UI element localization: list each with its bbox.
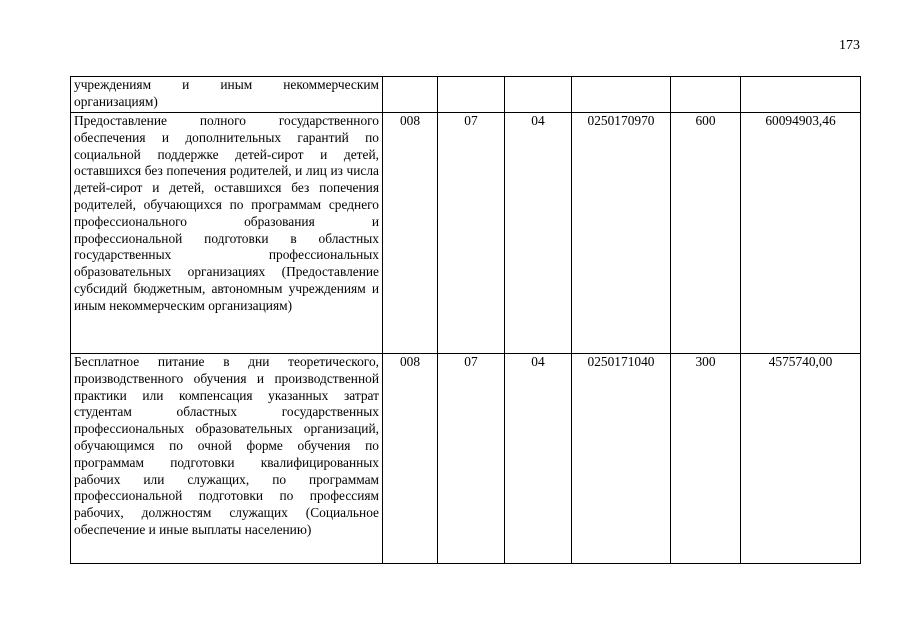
section-code-cell bbox=[438, 77, 505, 113]
expense-type-cell bbox=[671, 77, 741, 113]
page-number: 173 bbox=[839, 38, 860, 53]
section-code-cell: 07 bbox=[438, 354, 505, 564]
amount-cell: 4575740,00 bbox=[741, 354, 861, 564]
ministry-code-cell: 008 bbox=[383, 354, 438, 564]
section-code-cell: 07 bbox=[438, 113, 505, 354]
table-row bbox=[71, 77, 861, 113]
subsection-code-cell bbox=[505, 77, 572, 113]
table-row bbox=[71, 354, 861, 564]
subsection-code-cell: 04 bbox=[505, 113, 572, 354]
table-row bbox=[71, 113, 861, 354]
amount-cell bbox=[741, 77, 861, 113]
ministry-code-cell bbox=[383, 77, 438, 113]
budget-table bbox=[70, 76, 861, 564]
ministry-code-cell: 008 bbox=[383, 113, 438, 354]
row-description: Бесплатное питание в дни теоретического, производственного обучения и производственной практики или компенсация указанных затрат студентам областных государственных профессиональных образовательных организаций, обучающимся по очной форме обучения по программам подготовки квалифицированных рабочих или служащих, по программам профессиональной подготовки по профессиям рабочих, должностям служащих (Социальное обеспечение и иные выплаты населению) bbox=[71, 354, 383, 564]
subsection-code-cell: 04 bbox=[505, 354, 572, 564]
expense-type-cell: 600 bbox=[671, 113, 741, 354]
expense-type-cell: 300 bbox=[671, 354, 741, 564]
target-article-cell: 0250170970 bbox=[572, 113, 671, 354]
target-article-cell: 0250171040 bbox=[572, 354, 671, 564]
row-description: учреждениям и иным некоммерческим организациям) bbox=[71, 77, 383, 113]
target-article-cell bbox=[572, 77, 671, 113]
row-description: Предоставление полного государственного обеспечения и дополнительных гарантий по социальной поддержке детей-сирот и детей, оставшихся без попечения родителей, и лиц из числа детей-сирот и детей, оставшихся без попечения родителей, обучающихся по программам среднего профессионального образования и профессиональной подготовки в областных государственных профессиональных образовательных организациях (Предоставление субсидий бюджетным, автономным учреждениям и иным некоммерческим организациям) bbox=[71, 113, 383, 354]
amount-cell: 60094903,46 bbox=[741, 113, 861, 354]
